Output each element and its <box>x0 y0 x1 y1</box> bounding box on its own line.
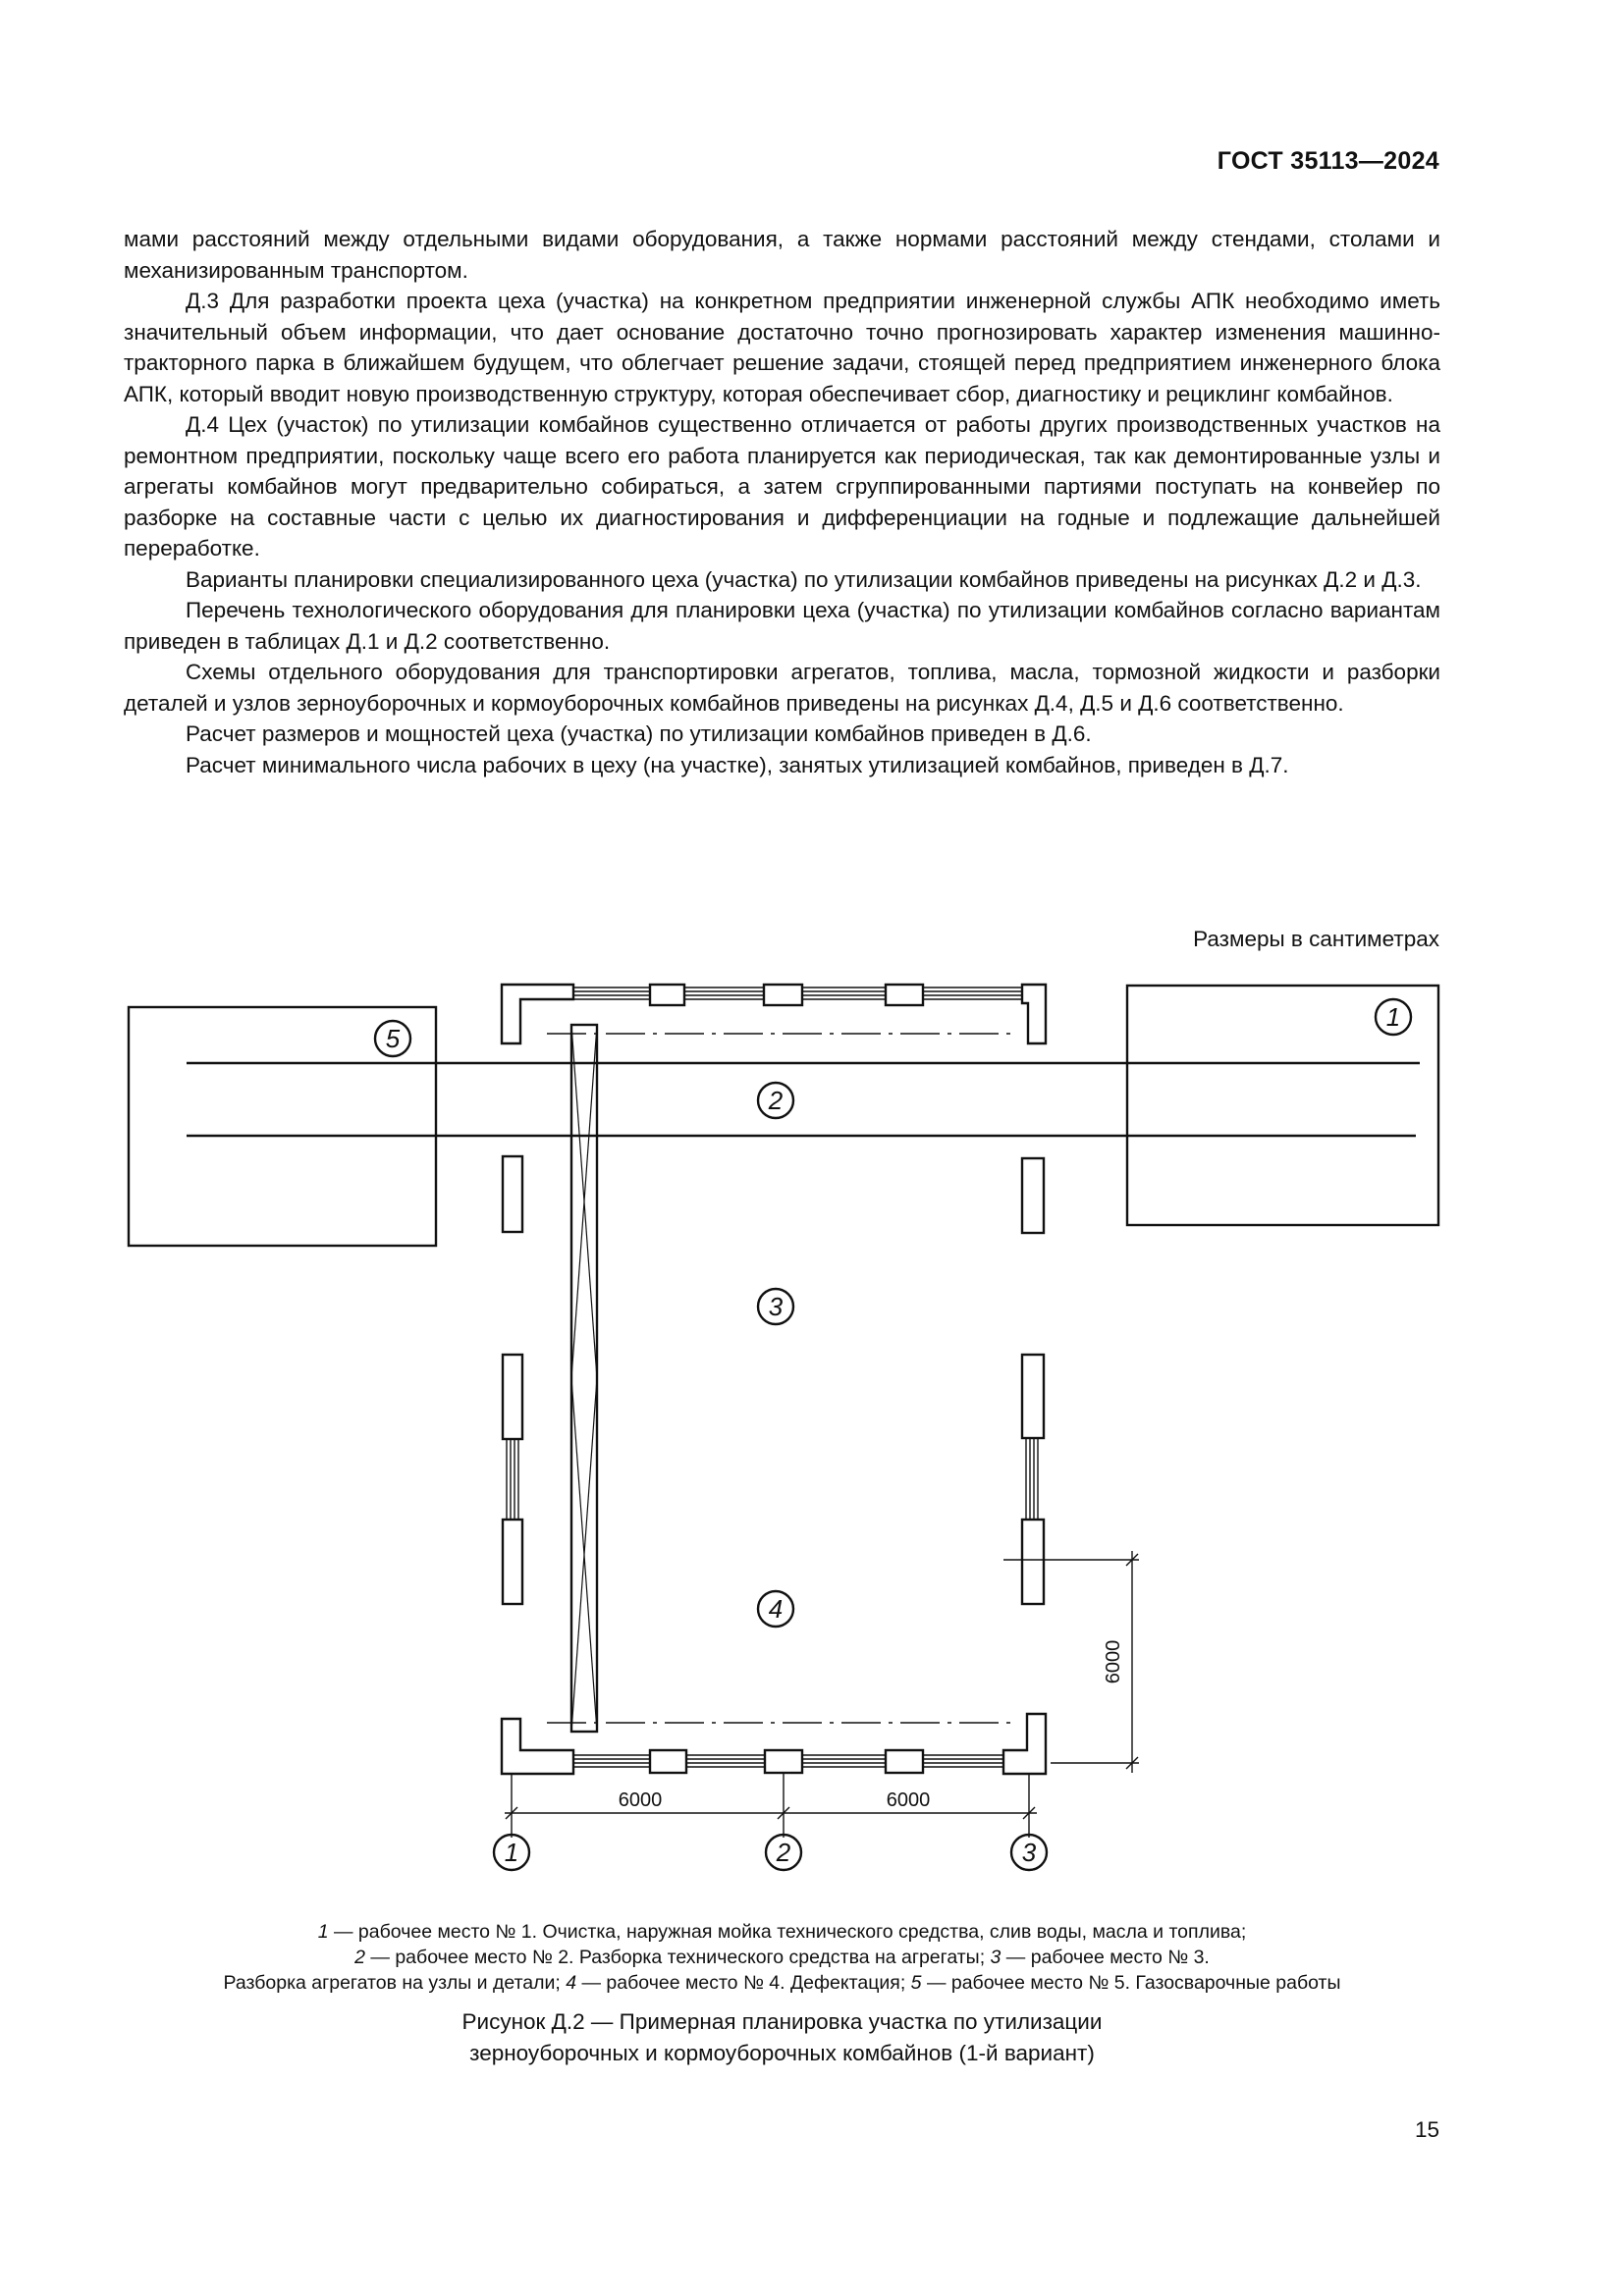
figure-legend <box>124 1919 1440 1996</box>
paragraph: Варианты планировки специализированного цеха (участка) по утилизации комбайнов приведены на рисунках Д.2 и Д.3. <box>186 566 1422 592</box>
legend-line <box>124 1970 1440 1996</box>
caption-line: зерноуборочных и кормоуборочных комбайнов (1-й вариант) <box>469 2041 1095 2065</box>
document-id: ГОСТ 35113—2024 <box>1217 147 1439 175</box>
caption-line: Рисунок Д.2 — Примерная планировка участка по утилизации <box>461 2009 1103 2034</box>
dimension-horizontal <box>505 1774 1037 1838</box>
zone-4-label: 4 <box>768 1594 784 1624</box>
dimension-vertical-value: 6000 <box>1103 1639 1124 1684</box>
legend-text: Разборка агрегатов на узлы и детали; <box>223 1972 567 1994</box>
legend-key: 5 <box>910 1972 922 1994</box>
dimension-right-value: 6000 <box>886 1789 931 1811</box>
paragraph: Перечень технологического оборудования для планировки цеха (участка) по утилизации комбайнов согласно вариантам приведен в таблицах Д.1 и Д.2 соответственно. <box>124 598 1440 654</box>
paragraph: Д.3 Для разработки проекта цеха (участка) на конкретном предприятии инженерной службы АПК необходимо иметь значительный объем информации, что дает основание достаточно точно прогнозировать характер изменения машинно-тракторного парка в ближайшем будущем, что облегчает решение задачи, стоящей перед предприятием инженерного блока АПК, который вводит новую производственную структуру, которая обеспечивает сбор, диагностику и рециклинг комбайнов. <box>124 289 1440 406</box>
zone-2-label: 2 <box>768 1086 784 1115</box>
page-number: 15 <box>1414 2117 1439 2142</box>
legend-key: 4 <box>566 1972 577 1994</box>
units-note: Размеры в сантиметрах <box>1193 927 1439 951</box>
axis-2-label: 2 <box>776 1838 791 1867</box>
zone-1-label: 1 <box>1385 1002 1401 1032</box>
top-wall <box>502 985 1046 1043</box>
legend-text: — рабочее место № 4. Дефектация; <box>576 1972 911 1994</box>
legend-text: — рабочее место № 3. <box>1001 1947 1210 1968</box>
bottom-wall <box>502 1714 1046 1774</box>
paragraph: Расчет размеров и мощностей цеха (участка) по утилизации комбайнов приведен в Д.6. <box>186 721 1092 746</box>
paragraph: Д.4 Цех (участок) по утилизации комбайнов существенно отличается от работы других производственных участков на ремонтном предприятии, поскольку чаще всего его работа планируется как периодическая, так как демонтированные узлы и агрегаты комбайнов могут предварительно собираться, а затем сгруппированными партиями поступать на конвейер по разборке на составные части с целью их диагностирования и дифференциации на годные и подлежащие дальнейшей переработке. <box>124 412 1440 561</box>
right-wall <box>1022 1158 1044 1604</box>
left-wall <box>503 1156 522 1604</box>
legend-key: 1 <box>317 1921 329 1943</box>
zone-5-label: 5 <box>385 1024 401 1053</box>
legend-text: — рабочее место № 5. Газосварочные работы <box>921 1972 1341 1994</box>
legend-line <box>124 1945 1440 1970</box>
axis-3-label: 3 <box>1021 1838 1037 1867</box>
axis-1-label: 1 <box>504 1838 519 1867</box>
dimension-left-value: 6000 <box>618 1789 663 1811</box>
legend-text: — рабочее место № 1. Очистка, наружная мойка технического средства, слив воды, масла и топлива; <box>328 1921 1247 1943</box>
legend-line <box>124 1919 1440 1945</box>
figure-caption <box>124 2006 1440 2069</box>
paragraph: Схемы отдельного оборудования для транспортировки агрегатов, топлива, масла, тормозной жидкости и разборки деталей и узлов зерноуборочных и кормоуборочных комбайнов приведены на рисунках Д.4, Д.5 и Д.6 соответственно. <box>124 660 1440 716</box>
paragraph: Расчет минимального числа рабочих в цеху (на участке), занятых утилизацией комбайнов, приведен в Д.7. <box>186 752 1289 777</box>
paragraph: мами расстояний между отдельными видами оборудования, а также нормами расстояний между стендами, столами и механизированным транспортом. <box>124 227 1440 283</box>
legend-key: 2 <box>354 1947 365 1968</box>
legend-key: 3 <box>990 1947 1001 1968</box>
conveyor <box>571 1025 597 1732</box>
legend-text: — рабочее место № 2. Разборка технического средства на агрегаты; <box>365 1947 991 1968</box>
zone-3-label: 3 <box>768 1292 784 1321</box>
